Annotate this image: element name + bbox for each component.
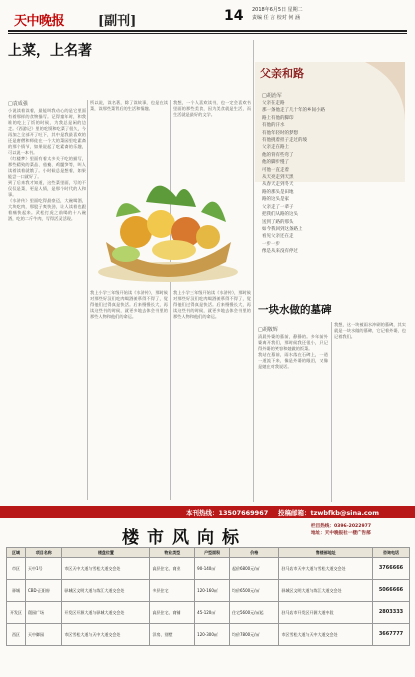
office-cell: 市区雪松大道与天中大道交会处 xyxy=(279,624,373,646)
article-paragraph: 到了后来我才知道，这些菜里面，写的不仅仅是菜，更是人情，是那个时代的人和事。 xyxy=(8,180,86,197)
header-rule-thin xyxy=(8,33,407,34)
price-cell: 均价7800元/㎡ xyxy=(230,624,279,646)
column-header: 项目名称 xyxy=(26,548,62,558)
column-divider xyxy=(331,322,332,502)
project-name-cell: CBD·正阳府 xyxy=(26,580,62,602)
article2-byline: □胡敬辉 xyxy=(258,327,278,333)
column-header: 物业类型 xyxy=(150,548,195,558)
vegetables-illustration xyxy=(86,162,251,287)
phone-cell: 3667777 xyxy=(373,624,410,646)
market-table xyxy=(6,547,410,646)
contact-bar xyxy=(0,506,415,518)
poem-line: 看见父亲还在走 xyxy=(262,234,294,240)
poem-line: 路的这头是家 xyxy=(262,197,289,203)
phone-cell: 3766666 xyxy=(373,558,410,580)
poem-author: □胡治军 xyxy=(262,93,282,99)
article-column-3 xyxy=(173,100,251,162)
article-paragraph: 《水浒传》里面吃得最豪迈，大碗喝酒，大块吃肉，那股子爽快劲，让人读着也跟着痛快起来。武松打虎之前喝的十八碗酒，吃的二斤牛肉，写得活灵活现。 xyxy=(8,198,86,221)
poem-line: 他的脚步慢了 xyxy=(262,160,289,166)
poem-line: 送到了路的那头 xyxy=(262,219,294,225)
column-header: 价格 xyxy=(230,548,279,558)
price-cell: 均价6500元/㎡ xyxy=(230,580,279,602)
location-cell: 驿城区文明大道与练江大道交会处 xyxy=(62,580,150,602)
poem-line: 路的那头是田地 xyxy=(262,189,294,195)
size-cell: 45-120㎡ xyxy=(195,602,230,624)
header-rule xyxy=(8,30,407,32)
column-divider xyxy=(87,100,88,500)
article-paragraph: 我上小学三年级开始读《水浒传》，那时候对那些好汉们吃肉喝酒羡慕得不得了，觉得他们过得真是快活。后来慢慢长大，再读这些书的时候，就更多地去体会书里的那些人物和他们的命运。 xyxy=(90,290,168,319)
newspaper-logo: 天中晚报 xyxy=(14,14,65,29)
column-header: 咨询电话 xyxy=(373,548,410,558)
column-header: 楼盘位置 xyxy=(62,548,150,558)
poem-line: 从天亮走到天黑 xyxy=(262,175,294,181)
poem-line: 像是从来没有停过 xyxy=(262,249,298,255)
size-cell: 90-140㎡ xyxy=(195,558,230,580)
article-column-3b xyxy=(173,290,251,504)
market-title: 楼市风向标 xyxy=(122,528,247,548)
poem-body xyxy=(262,100,402,256)
poem-line: 把我们从路的这头 xyxy=(262,212,298,218)
column-header: 售楼部地址 xyxy=(279,548,373,558)
article-paragraph: 小说读着读着，最能叫我动心的是它里面有着那样的食物描写。记得童年时，和我谁的吃上了饭的时候，为我总是闲的边走。《西游记》里的吃馍和吃菜了很久，今再加之全部开了吐下，其中是我最喜欢的还是唐僧和师徒在一个大的菜园里吃素斋的那个情节，如果说起了吃素斋的乐趣，可以说一本书。 xyxy=(8,108,86,155)
office-cell: 驻马店市天中大道与雪松大道交会处 xyxy=(279,558,373,580)
poem-line: 从春天走到冬天 xyxy=(262,182,294,188)
phone-cell: 5066666 xyxy=(373,580,410,602)
table-row xyxy=(7,602,410,624)
poem-line: 他的背有些弯了 xyxy=(262,152,294,158)
column-divider xyxy=(253,40,254,502)
price-cell: 住宅5600元/㎡起 xyxy=(230,602,279,624)
column-header: 户型面积 xyxy=(195,548,230,558)
poem-line: 一步一步 xyxy=(262,241,280,247)
article-paragraph: 我上小学三年级开始读《水浒传》，那时候对那些好汉们吃肉喝酒羡慕得不得了，觉得他们过得真是快活。后来慢慢长大，再读这些书的时候，就更多地去体会书里的那些人物和他们的命运。 xyxy=(173,290,251,319)
market-hotline: 栏目热线：0396-2022977 xyxy=(311,524,372,529)
office-cell: 驻马店市开发区开源大道中段 xyxy=(279,602,373,624)
masthead xyxy=(4,4,204,30)
location-cell: 市区天中大道与雪松大道交会处 xyxy=(62,558,150,580)
area-cell: 西区 xyxy=(7,624,26,646)
project-name-cell: 天中1号 xyxy=(26,558,62,580)
article-paragraph: 我想，这一块被雨水冲刷的墓碑，其实就是一块水做的墓碑，它记着外婆，也记着我们。 xyxy=(334,322,406,339)
article2-column-2 xyxy=(334,322,406,504)
date-line: 2018年6月5日 星期二 xyxy=(252,7,303,13)
article-paragraph: 所以说，读名著，除了读故事，也是在读菜，读那些菜背后的生活和情趣。 xyxy=(90,100,168,111)
table-header-row xyxy=(7,548,410,558)
poem-line: 如今我回到这条路上 xyxy=(262,226,303,232)
office-cell: 驿城区文明大道与练江大道交会处 xyxy=(279,580,373,602)
article-title: 上菜，上名著 xyxy=(8,43,92,59)
column-header: 区域 xyxy=(7,548,26,558)
phone-cell: 2803333 xyxy=(373,602,410,624)
article2-column-1 xyxy=(258,334,328,504)
article-column-1 xyxy=(8,108,86,504)
table-row xyxy=(7,580,410,602)
page-number: 14 xyxy=(224,8,244,24)
poem-title: 父亲和路 xyxy=(260,67,304,80)
article-paragraph: 我想，一个人喜欢读书，也一定会喜欢书里面的那些美食，因为美食就是生活，而生活就是最好的文学。 xyxy=(173,100,251,117)
poem-line: 那一条他走了几十年的乡间小路 xyxy=(262,108,325,114)
price-cell: 起价6800元/㎡ xyxy=(230,558,279,580)
article-column-2 xyxy=(90,100,168,162)
poem-line: 父亲走了一辈子 xyxy=(262,204,294,210)
location-cell: 市区雪松大道与天中大道交会处 xyxy=(62,624,150,646)
email-text: 投稿邮箱：tzwbfkb@sina.com xyxy=(278,509,380,517)
column-divider xyxy=(170,100,171,500)
market-banner xyxy=(6,522,410,546)
hotline-text: 本刊热线：13507669967 xyxy=(186,509,269,517)
article-paragraph: 我站在墓前，雨水落在石碑上，一道一道流下来，像是外婆的眼泪，又像是她在对我说话。 xyxy=(258,352,328,369)
size-cell: 120-300㎡ xyxy=(195,624,230,646)
poem-line: 父亲走在路上 xyxy=(262,145,289,151)
poem-line: 可他一直走着 xyxy=(262,167,289,173)
area-cell: 开发区 xyxy=(7,602,26,624)
date-block xyxy=(252,6,303,22)
section-label: [副刊] xyxy=(98,14,137,29)
poem-line: 有他的汗水 xyxy=(262,123,285,129)
market-address: 地址：天中晚报社一楼广告部 xyxy=(311,530,371,536)
article-column-2b xyxy=(90,290,168,504)
market-info xyxy=(311,524,371,537)
article2-title: 一块水做的墓碑 xyxy=(258,304,332,316)
poem-line: 有他年轻时的梦想 xyxy=(262,130,298,136)
location-cell: 开发区开源大道与驿城大道交会处 xyxy=(62,602,150,624)
article-byline: □袁成强 xyxy=(8,101,28,107)
size-cell: 120-160㎡ xyxy=(195,580,230,602)
type-cell: 高层住宅、商业 xyxy=(150,558,195,580)
article-paragraph: 清晨外婆的墓前，静静的。多年前外婆离开我们，那时候我还很小，只记得外婆的笑容和她做的饭菜。 xyxy=(258,334,328,351)
poem-line: 路上有他的脚印 xyxy=(262,115,294,121)
poem-line: 父亲在走路 xyxy=(262,101,285,106)
type-cell: 高层住宅、商铺 xyxy=(150,602,195,624)
area-cell: 驿城 xyxy=(7,580,26,602)
type-cell: 多层住宅 xyxy=(150,580,195,602)
editor-line: 责编 任 言 校对 何 涵 xyxy=(252,15,300,21)
project-name-cell: 璟园广场 xyxy=(26,602,62,624)
table-row xyxy=(7,624,410,646)
table-row xyxy=(7,558,410,580)
type-cell: 洋房、别墅 xyxy=(150,624,195,646)
poem-line: 有他挑着担子走过的坡 xyxy=(262,138,307,144)
project-name-cell: 天中御园 xyxy=(26,624,62,646)
area-cell: 市区 xyxy=(7,558,26,580)
article-paragraph: 《红楼梦》里面有着太多关于吃的描写，那些精致的菜品、茄鲞、鸡髓笋等，叫人读着读着就饿了。小时候总是想着，如果能尝一口就好了。 xyxy=(8,156,86,179)
